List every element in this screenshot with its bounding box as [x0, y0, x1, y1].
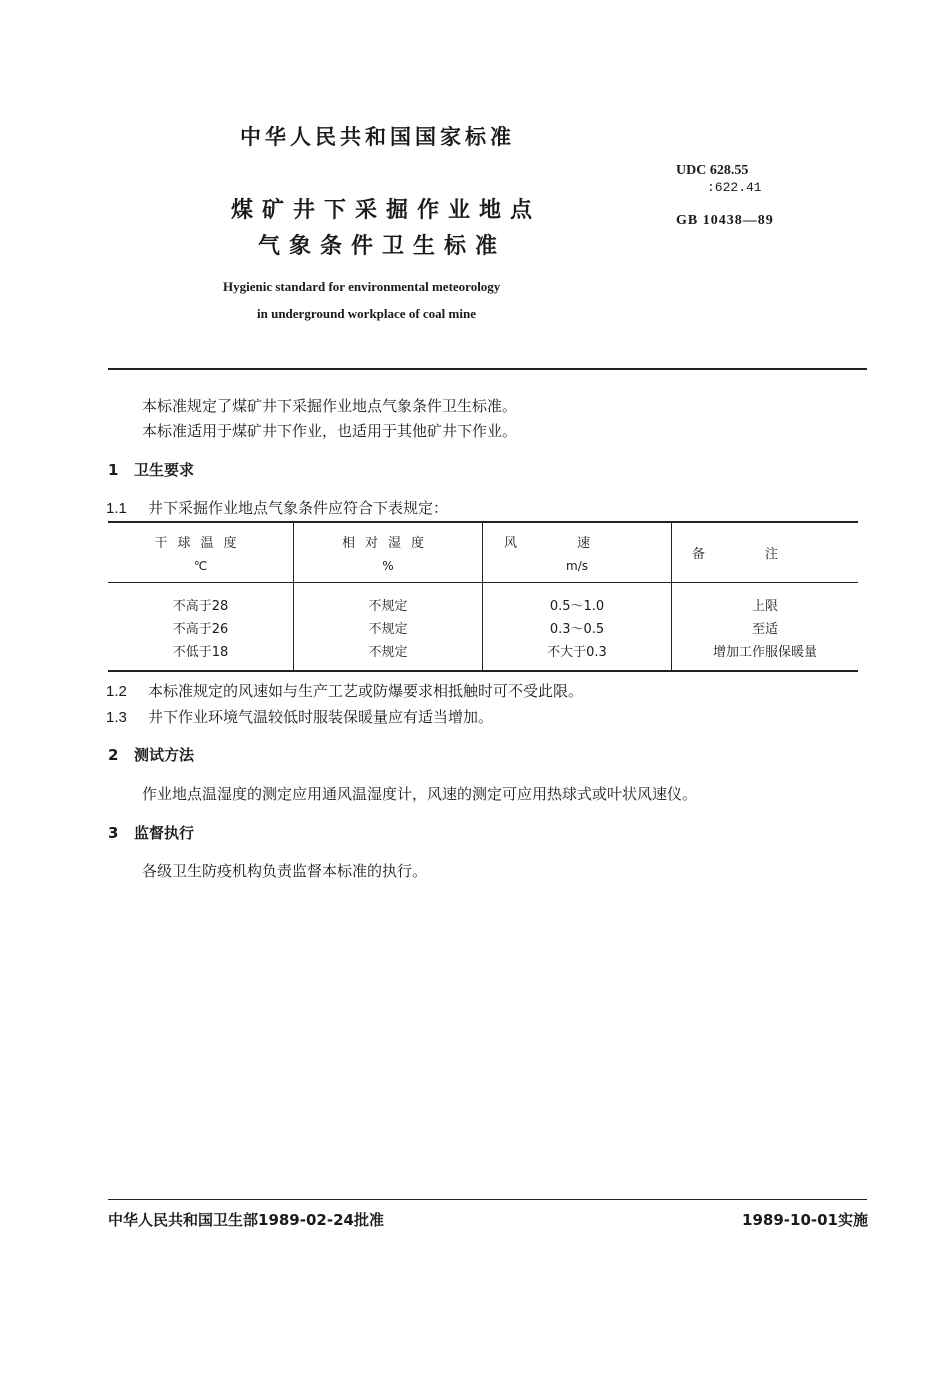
intro-scope-paragraph: 本标准规定了煤矿井下采掘作业地点气象条件卫生标准。	[142, 397, 518, 415]
effective-date: 1989-10-01实施	[742, 1211, 868, 1229]
header-label: 干球温度	[154, 535, 247, 551]
cell-humidity: 不规定	[294, 639, 483, 671]
clause-1-3-number: 1.3	[106, 709, 127, 726]
header-unit: m/s	[566, 558, 588, 573]
clause-1-2-text: 本标准规定的风速如与生产工艺或防爆要求相抵触时可不受此限。	[148, 682, 584, 700]
header-label: 备注	[691, 546, 838, 562]
cell-wind-speed: 不大于0.3	[483, 639, 672, 671]
approval-statement: 中华人民共和国卫生部1989-02-24批准	[108, 1211, 384, 1229]
section-2-title: 测试方法	[134, 746, 195, 764]
gb-number: GB 10438—89	[676, 213, 774, 228]
section-3-number: 3	[108, 824, 119, 842]
cell-temperature: 不高于28	[172, 598, 229, 614]
meteorological-conditions-table	[108, 521, 858, 672]
intro-application-paragraph: 本标准适用于煤矿井下作业，也适用于其他矿井下作业。	[142, 422, 518, 440]
cell-remarks: 至适	[672, 616, 859, 639]
cell-temperature: 不高于26	[172, 621, 229, 637]
cell-wind-speed: 0.3～0.5	[483, 616, 672, 639]
clause-1-3	[106, 706, 493, 727]
section-2-number: 2	[108, 746, 119, 764]
english-title-line2: in underground workplace of coal mine	[257, 306, 476, 321]
top-divider	[108, 368, 867, 370]
cell-remarks: 上限	[672, 582, 859, 616]
english-title-line1: Hygienic standard for environmental meteorology	[223, 279, 501, 294]
clause-1-1-number: 1.1	[106, 500, 127, 517]
table-row	[108, 616, 858, 639]
header-label: 风速	[503, 535, 650, 551]
table-header-row	[108, 522, 858, 582]
clause-1-2	[106, 680, 583, 701]
header-unit: ℃	[193, 558, 208, 573]
cell-wind-speed: 0.5～1.0	[483, 582, 672, 616]
document-title-line2: 气象条件卫生标准	[258, 234, 507, 259]
cell-remarks: 增加工作服保暖量	[672, 639, 859, 671]
section-1-number: 1	[108, 461, 119, 479]
section-2-text: 作业地点温湿度的测定应用通风温湿度计，风速的测定可应用热球式或叶状风速仪。	[142, 785, 698, 803]
header-label: 相对湿度	[341, 535, 434, 551]
udc-code-continued: :622.41	[707, 180, 762, 195]
section-3-text: 各级卫生防疫机构负责监督本标准的执行。	[142, 862, 428, 880]
national-standard-heading: 中华人民共和国国家标准	[240, 125, 515, 149]
section-1-heading	[108, 459, 194, 480]
header-wind-speed	[483, 522, 672, 582]
header-dry-bulb-temperature	[108, 522, 294, 582]
table-row	[108, 582, 858, 616]
cell-temperature: 不低于18	[172, 644, 229, 660]
clause-1-2-number: 1.2	[106, 683, 127, 700]
section-3-title: 监督执行	[134, 824, 195, 842]
table-row	[108, 639, 858, 671]
clause-1-1	[106, 497, 448, 518]
header-relative-humidity	[294, 522, 483, 582]
udc-code: UDC 628.55	[676, 163, 749, 178]
header-remarks	[672, 522, 859, 582]
section-3-heading	[108, 822, 194, 843]
cell-humidity: 不规定	[294, 582, 483, 616]
clause-1-1-text: 井下采掘作业地点气象条件应符合下表规定：	[148, 499, 449, 517]
bottom-divider	[108, 1199, 867, 1200]
cell-humidity: 不规定	[294, 616, 483, 639]
section-1-title: 卫生要求	[134, 461, 195, 479]
clause-1-3-text: 井下作业环境气温较低时服装保暖量应有适当增加。	[148, 708, 494, 726]
document-title-line1: 煤矿井下采掘作业地点	[231, 198, 542, 223]
header-unit: %	[382, 558, 394, 573]
section-2-heading	[108, 744, 194, 765]
